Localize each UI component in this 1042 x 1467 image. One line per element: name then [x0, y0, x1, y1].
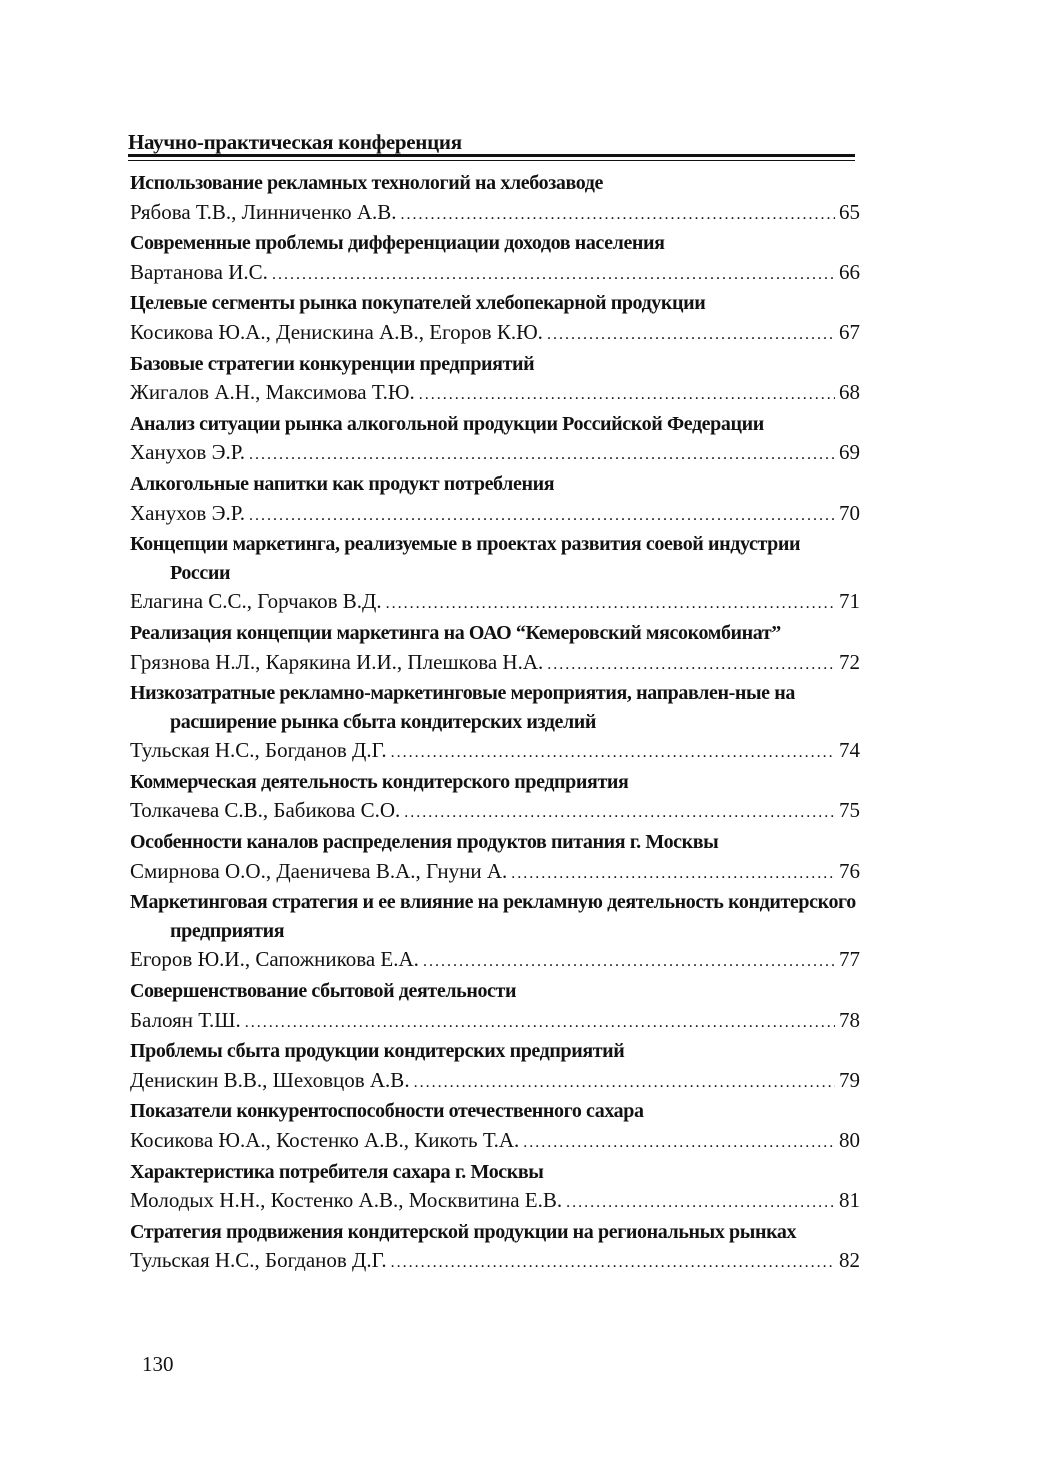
toc-entry — [130, 229, 860, 289]
toc-entry-page: 72 — [839, 649, 860, 674]
toc-entry-authors: Денискин В.В., Шеховцов А.В. — [130, 1067, 410, 1092]
toc-entry-title: Анализ ситуации рынка алкогольной продукции Российской Федерации — [130, 412, 764, 435]
dot-leader — [404, 799, 835, 828]
toc-entry-authors: Егоров Ю.И., Сапожникова Е.А. — [130, 947, 419, 972]
toc-entry-authors: Тульская Н.С., Богданов Д.Г. — [130, 1248, 387, 1273]
toc-entry-line — [130, 499, 860, 531]
toc-entry-line — [130, 1186, 860, 1218]
toc-entry — [130, 619, 860, 679]
toc-entry-page: 81 — [839, 1188, 860, 1213]
toc-entry-page: 78 — [839, 1007, 860, 1032]
toc-entry-title: Использование рекламных технологий на хлебозаводе — [130, 172, 603, 194]
toc-entry-title: Современные проблемы дифференциации доходов населения — [130, 232, 665, 255]
toc-entry-line — [130, 796, 860, 828]
toc-entry-page: 70 — [839, 500, 860, 525]
toc-entry-page: 79 — [839, 1067, 860, 1092]
toc-entry-authors: Елагина С.С., Горчаков В.Д. — [130, 589, 382, 614]
toc-entry-authors: Ханухов Э.Р. — [130, 440, 246, 465]
toc-entry-title: Коммерческая деятельность кондитерского предприятия — [130, 770, 629, 793]
toc-entry-page: 77 — [839, 947, 860, 972]
toc-entry — [130, 977, 860, 1037]
dot-leader — [511, 860, 835, 889]
toc-entry — [130, 1158, 860, 1218]
toc-entry-authors: Грязнова Н.Л., Карякина И.И., Плешкова Н.А. — [130, 649, 544, 674]
dot-leader — [523, 1129, 835, 1158]
toc-entry-title: Алкогольные напитки как продукт потребления — [130, 472, 555, 495]
toc-entry-line — [130, 648, 860, 680]
toc-entry-page: 71 — [839, 589, 860, 614]
toc-entry-title: Стратегия продвижения кондитерской продукции на региональных рынках — [130, 1220, 797, 1243]
toc-entry-authors: Рябова Т.В., Линниченко А.В. — [130, 199, 397, 224]
toc-entry-authors: Жигалов А.Н., Максимова Т.Ю. — [130, 380, 415, 405]
toc-entry — [130, 768, 860, 828]
toc-entry-line — [130, 1066, 860, 1098]
toc-entry — [130, 1097, 860, 1157]
dot-leader — [414, 1069, 835, 1098]
dot-leader — [245, 1009, 835, 1038]
toc-entry-authors: Толкачева С.В., Бабикова С.О. — [130, 798, 401, 823]
page-number: 130 — [142, 1352, 174, 1376]
toc-entry-line — [130, 1126, 860, 1158]
toc-entry-page: 67 — [839, 319, 860, 344]
dot-leader — [547, 651, 835, 680]
toc-entry-title: Совершенствование сбытовой деятельности — [130, 980, 517, 1003]
toc-entry — [130, 350, 860, 410]
toc-entry — [130, 410, 860, 470]
dot-leader — [419, 381, 835, 410]
header-rule-thin — [128, 160, 855, 161]
toc-entry — [130, 530, 860, 619]
toc-entry-line — [130, 1246, 860, 1278]
toc-entry — [130, 888, 860, 977]
toc-entry-line — [130, 258, 860, 290]
toc-entry-line — [130, 945, 860, 977]
toc-entry-page: 66 — [839, 259, 860, 284]
toc-entry-title: Базовые стратегии конкуренции предприятий — [130, 352, 535, 375]
dot-leader — [391, 739, 835, 768]
toc-entry-line — [130, 198, 860, 230]
toc-entry-authors: Молодых Н.Н., Костенко А.В., Москвитина Е.В. — [130, 1188, 563, 1213]
toc-entry — [130, 289, 860, 349]
toc-entry-authors: Вартанова И.С. — [130, 259, 268, 284]
toc-entry — [130, 679, 860, 768]
toc-entry-page: 80 — [839, 1128, 860, 1152]
toc-entry — [130, 1218, 860, 1278]
dot-leader — [272, 261, 835, 290]
toc-entry-page: 69 — [839, 440, 860, 465]
toc-entry-page: 75 — [839, 798, 860, 823]
table-of-contents — [130, 169, 860, 1278]
toc-entry-title: Целевые сегменты рынка покупателей хлебопекарной продукции — [130, 292, 706, 315]
dot-leader — [423, 948, 835, 977]
toc-entry-authors: Косикова Ю.А., Денискина А.В., Егоров К.Ю. — [130, 319, 543, 344]
toc-entry-page: 82 — [839, 1248, 860, 1273]
toc-entry-line — [130, 378, 860, 410]
toc-entry-authors: Балоян Т.Ш. — [130, 1007, 241, 1032]
toc-entry-title: Характеристика потребителя сахара г. Москвы — [130, 1160, 544, 1183]
dot-leader — [391, 1249, 835, 1278]
toc-entry-line — [130, 318, 860, 350]
toc-entry-line — [130, 736, 860, 768]
toc-entry — [130, 828, 860, 888]
toc-entry-line — [130, 857, 860, 889]
toc-entry-line — [130, 438, 860, 470]
toc-entry-title: Показатели конкурентоспособности отечественного сахара — [130, 1100, 644, 1123]
toc-entry-authors: Косикова Ю.А., Костенко А.В., Кикоть Т.А. — [130, 1128, 520, 1152]
toc-entry-title: Низкозатратные рекламно-маркетинговые мероприятия, направлен-ные на расширение рынка сбыта кондитерских изделий — [130, 682, 795, 733]
dot-leader — [566, 1189, 835, 1218]
toc-entry-title: Проблемы сбыта продукции кондитерских предприятий — [130, 1040, 625, 1063]
dot-leader — [547, 321, 835, 350]
toc-entry-line — [130, 1006, 860, 1038]
toc-entry-page: 68 — [839, 380, 860, 405]
toc-entry-title: Концепции маркетинга, реализуемые в проектах развития соевой индустрии России — [130, 533, 801, 584]
toc-entry-page: 76 — [839, 858, 860, 883]
toc-entry-title: Реализация концепции маркетинга на ОАО “Кемеровский мясокомбинат” — [130, 621, 781, 644]
toc-entry-line — [130, 587, 860, 619]
toc-entry — [130, 1037, 860, 1097]
running-head: Научно-практическая конференция — [128, 130, 462, 154]
toc-entry-page: 65 — [839, 199, 860, 224]
toc-entry-authors: Ханухов Э.Р. — [130, 500, 246, 525]
toc-entry — [130, 470, 860, 530]
dot-leader — [249, 441, 835, 470]
dot-leader — [386, 590, 835, 619]
toc-entry-title: Особенности каналов распределения продуктов питания г. Москвы — [130, 831, 719, 854]
dot-leader — [401, 201, 835, 230]
toc-entry-page: 74 — [839, 738, 860, 763]
toc-entry-title: Маркетинговая стратегия и ее влияние на рекламную деятельность кондитерского предприятия — [130, 891, 856, 942]
dot-leader — [249, 502, 835, 531]
toc-entry — [130, 169, 860, 229]
toc-entry-authors: Смирнова О.О., Даеничева В.А., Гнуни А. — [130, 858, 508, 883]
header-rule-thick — [128, 154, 855, 157]
toc-entry-authors: Тульская Н.С., Богданов Д.Г. — [130, 738, 387, 763]
